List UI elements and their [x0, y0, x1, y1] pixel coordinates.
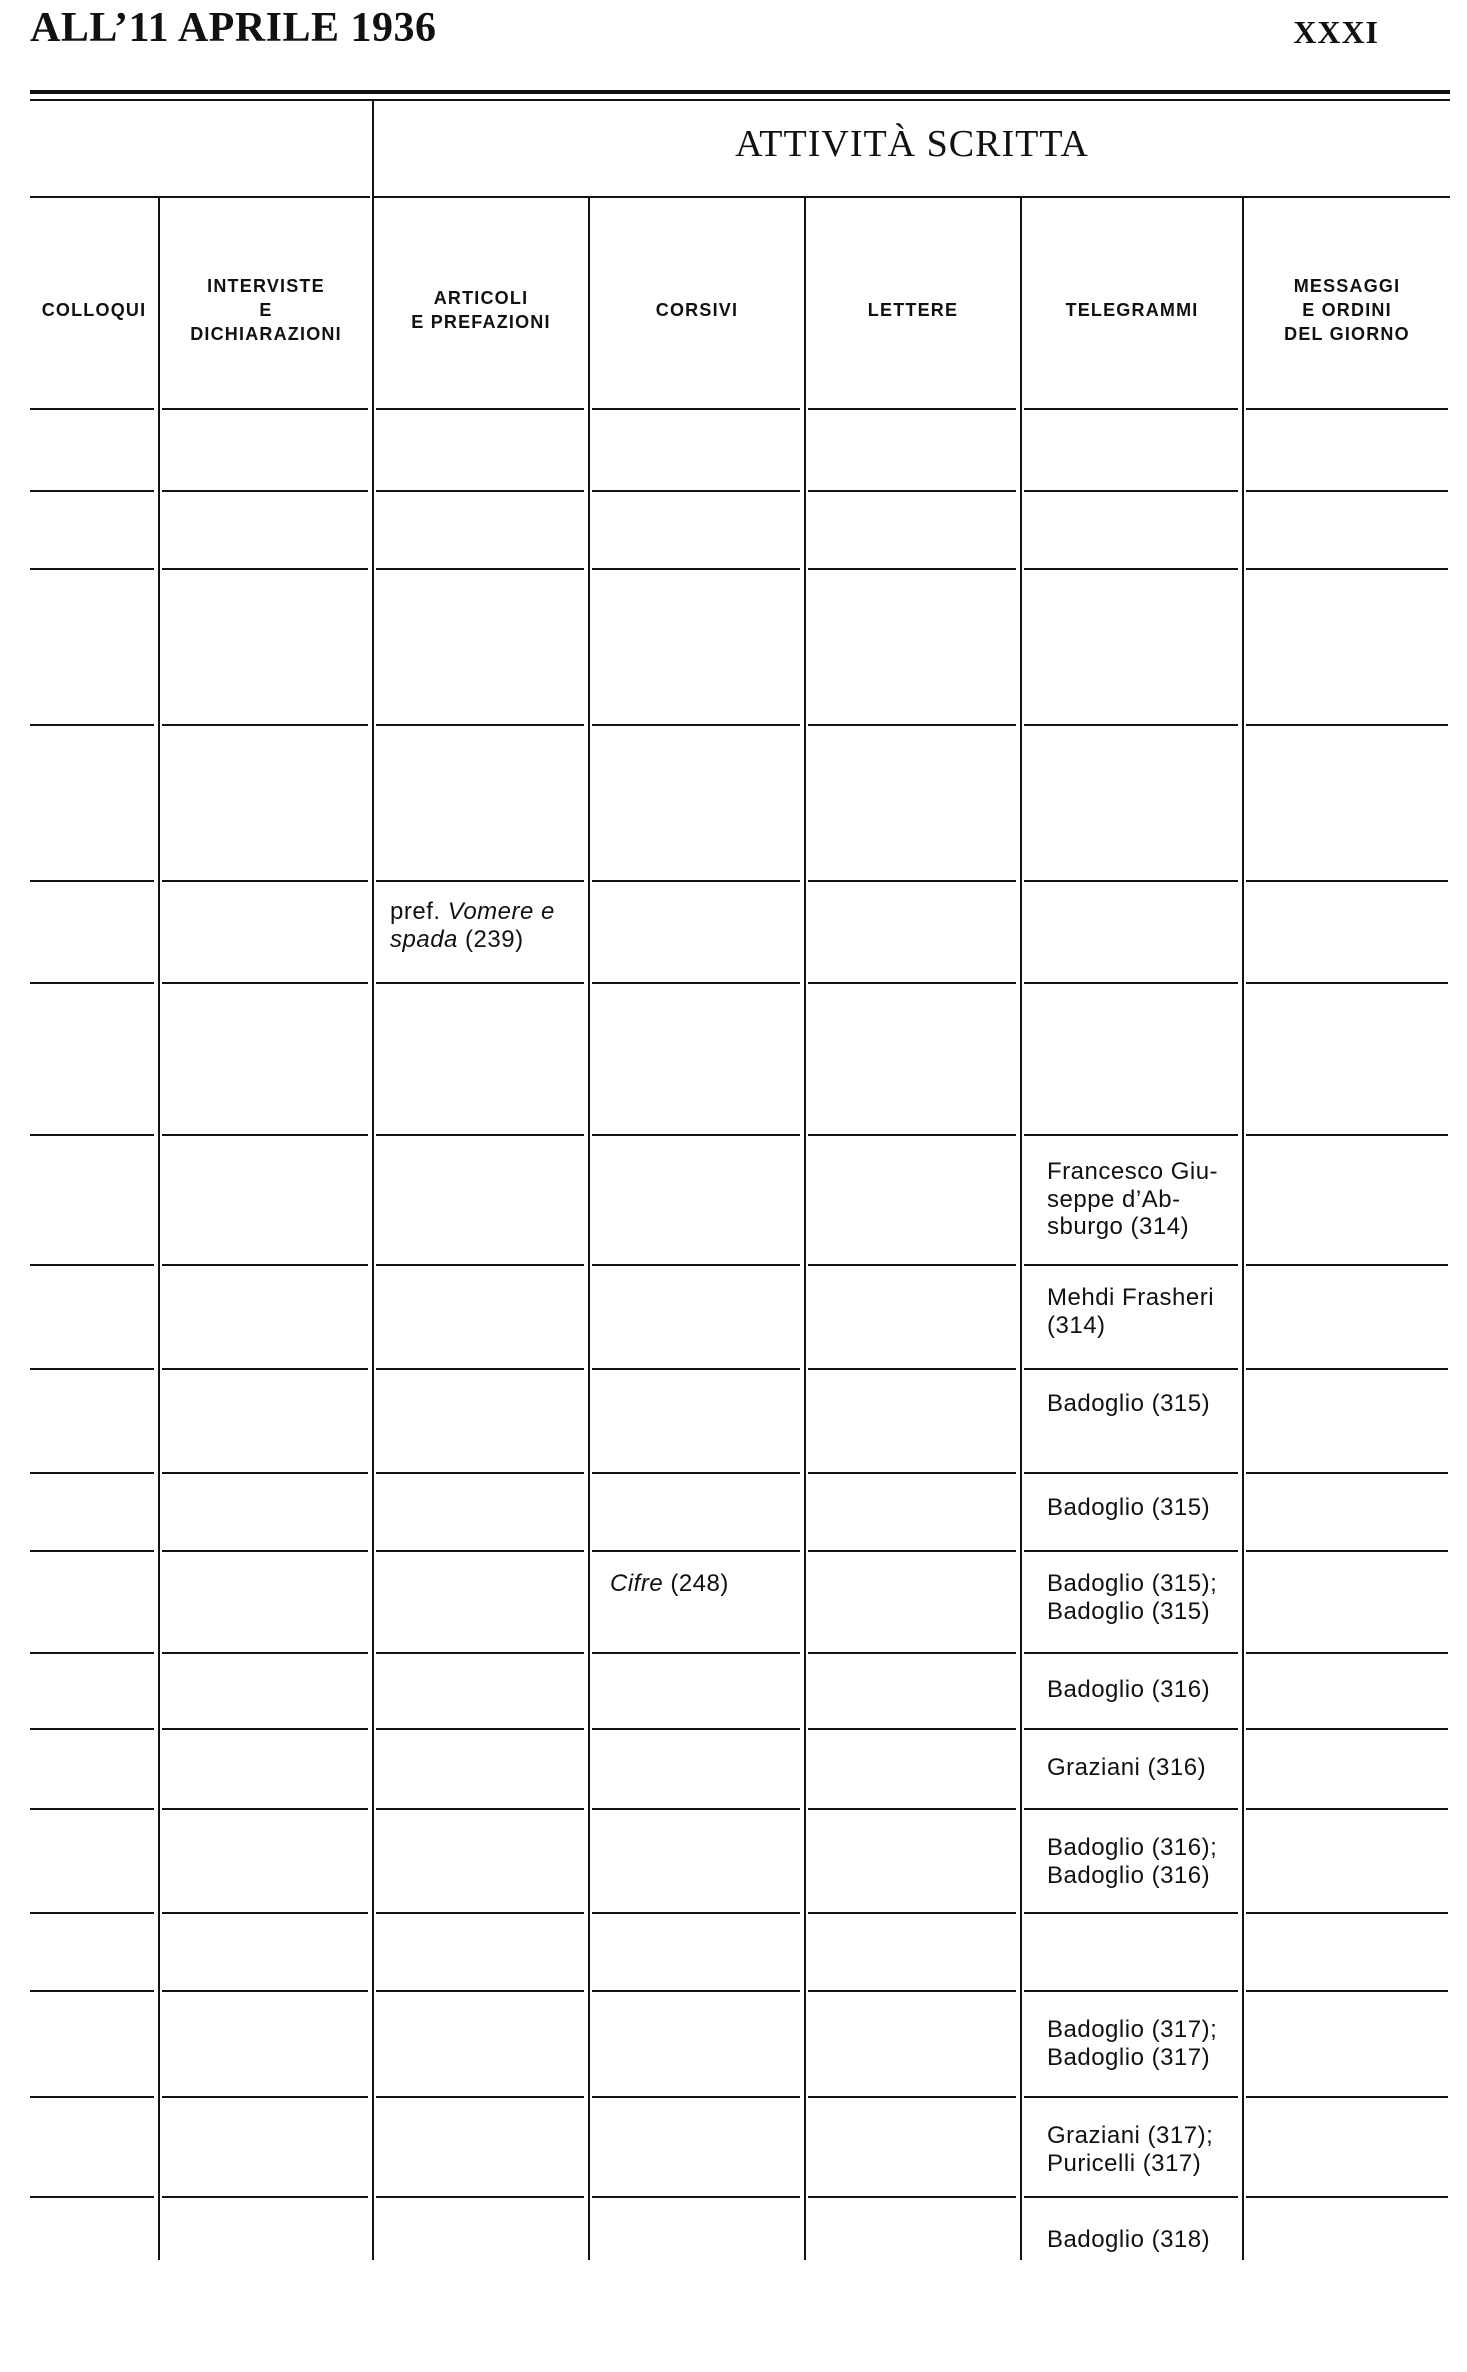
row-divider-segment: [808, 408, 1016, 410]
row-divider-segment: [808, 1808, 1016, 1810]
row-divider-segment: [30, 1134, 154, 1136]
row-divider-segment: [1246, 1134, 1448, 1136]
row-divider-segment: [592, 1134, 800, 1136]
column-header-messaggi: MESSAGGI E ORDINI DEL GIORNO: [1284, 275, 1410, 345]
telegram-entry: Badoglio (316); Badoglio (316): [1047, 1834, 1218, 1889]
row-divider-segment: [30, 568, 154, 570]
row-divider-segment: [1246, 982, 1448, 984]
row-divider-segment: [1246, 490, 1448, 492]
row-divider-segment: [808, 1368, 1016, 1370]
row-divider-segment: [162, 1472, 368, 1474]
page-number: XXXI: [1293, 14, 1379, 50]
row-divider-segment: [1024, 2196, 1238, 2198]
telegram-entry: Badoglio (317); Badoglio (317): [1047, 2016, 1218, 2071]
column-header-articoli: ARTICOLI E PREFAZIONI: [411, 287, 551, 332]
row-divider-segment: [162, 2196, 368, 2198]
row-divider-segment: [592, 1550, 800, 1552]
row-divider-segment: [376, 2196, 584, 2198]
row-divider-segment: [592, 1912, 800, 1914]
row-divider-segment: [376, 490, 584, 492]
row-divider-segment: [1246, 1912, 1448, 1914]
row-divider-segment: [30, 1652, 154, 1654]
row-divider-segment: [376, 1264, 584, 1266]
row-divider-segment: [30, 1728, 154, 1730]
row-divider-segment: [30, 1472, 154, 1474]
row-divider-segment: [1024, 1550, 1238, 1552]
row-divider-segment: [376, 880, 584, 882]
row-divider-segment: [808, 1134, 1016, 1136]
column-divider-5: [1020, 196, 1022, 2260]
row-divider-segment: [808, 1990, 1016, 1992]
row-divider-segment: [1246, 1990, 1448, 1992]
row-divider-segment: [1246, 1550, 1448, 1552]
row-divider-segment: [1246, 1808, 1448, 1810]
row-divider-segment: [376, 724, 584, 726]
cell-corsivi-cifre: Cifre (248): [610, 1570, 729, 1597]
row-divider-segment: [808, 1652, 1016, 1654]
row-divider-segment: [376, 1134, 584, 1136]
row-divider-segment: [162, 2096, 368, 2098]
top-rule-thin: [30, 99, 1450, 101]
row-divider-segment: [592, 2096, 800, 2098]
row-divider-segment: [30, 1550, 154, 1552]
row-divider-segment: [808, 724, 1016, 726]
row-divider-segment: [162, 408, 368, 410]
row-divider-segment: [376, 1368, 584, 1370]
row-divider-segment: [1246, 724, 1448, 726]
telegram-entry: Badoglio (315): [1047, 1390, 1211, 1417]
row-divider-segment: [162, 880, 368, 882]
row-divider-segment: [162, 1808, 368, 1810]
row-divider-segment: [1246, 1368, 1448, 1370]
row-divider-segment: [376, 1550, 584, 1552]
running-title: ALL’11 APRILE 1936: [30, 5, 437, 51]
row-divider-segment: [30, 1368, 154, 1370]
row-divider-segment: [162, 724, 368, 726]
telegram-entry: Badoglio (315); Badoglio (315): [1047, 1570, 1218, 1625]
column-header-colloqui: COLLOQUI: [41, 299, 147, 320]
row-divider-segment: [592, 1990, 800, 1992]
row-divider-segment: [592, 982, 800, 984]
left-header-line: [30, 196, 370, 198]
row-divider-segment: [376, 1652, 584, 1654]
row-divider-segment: [1024, 1912, 1238, 1914]
column-header-interviste: INTERVISTE E DICHIARAZIONI: [190, 275, 342, 345]
row-divider-segment: [376, 408, 584, 410]
telegram-entry: Graziani (317); Puricelli (317): [1047, 2122, 1214, 2177]
row-divider-segment: [376, 1472, 584, 1474]
row-divider-segment: [376, 1728, 584, 1730]
row-divider-segment: [1024, 982, 1238, 984]
row-divider-segment: [376, 2096, 584, 2098]
row-divider-segment: [1246, 2096, 1448, 2098]
row-divider-segment: [1024, 1728, 1238, 1730]
row-divider-segment: [808, 490, 1016, 492]
row-divider-segment: [1024, 490, 1238, 492]
row-divider-segment: [808, 1912, 1016, 1914]
row-divider-segment: [1246, 1728, 1448, 1730]
row-divider-segment: [1246, 408, 1448, 410]
row-divider-segment: [808, 2096, 1016, 2098]
telegram-entry: Badoglio (318): [1047, 2226, 1211, 2253]
row-divider-segment: [808, 568, 1016, 570]
row-divider-segment: [1246, 568, 1448, 570]
row-divider-segment: [376, 1912, 584, 1914]
row-divider-segment: [1024, 1808, 1238, 1810]
row-divider-segment: [808, 2196, 1016, 2198]
row-divider-segment: [162, 568, 368, 570]
telegram-entry: Badoglio (316): [1047, 1676, 1211, 1703]
row-divider-segment: [808, 982, 1016, 984]
row-divider-segment: [592, 1808, 800, 1810]
row-divider-segment: [162, 1728, 368, 1730]
row-divider-segment: [1024, 1990, 1238, 1992]
row-divider-segment: [592, 1472, 800, 1474]
row-divider-segment: [1024, 408, 1238, 410]
telegram-entry: Badoglio (315): [1047, 1494, 1211, 1521]
group-title: ATTIVITÀ SCRITTA: [735, 123, 1089, 165]
row-divider-segment: [30, 1990, 154, 1992]
row-divider-segment: [592, 724, 800, 726]
row-divider-segment: [1024, 724, 1238, 726]
column-divider-1: [158, 196, 160, 2260]
row-divider-segment: [1024, 1652, 1238, 1654]
row-divider-segment: [808, 1550, 1016, 1552]
row-divider-segment: [1024, 880, 1238, 882]
column-divider-3: [588, 196, 590, 2260]
row-divider-segment: [592, 2196, 800, 2198]
column-header-corsivi: CORSIVI: [655, 299, 739, 320]
row-divider-segment: [162, 1912, 368, 1914]
row-divider-segment: [162, 1652, 368, 1654]
row-divider-segment: [592, 490, 800, 492]
row-divider-segment: [592, 1368, 800, 1370]
telegram-entry: Mehdi Frasheri (314): [1047, 1284, 1215, 1339]
row-divider-segment: [30, 2196, 154, 2198]
row-divider-segment: [162, 1990, 368, 1992]
row-divider-segment: [30, 1264, 154, 1266]
row-divider-segment: [1024, 1472, 1238, 1474]
row-divider-segment: [808, 1472, 1016, 1474]
row-divider-segment: [162, 1134, 368, 1136]
row-divider-segment: [592, 880, 800, 882]
row-divider-segment: [162, 1368, 368, 1370]
row-divider-segment: [1024, 2096, 1238, 2098]
telegram-entry: Graziani (316): [1047, 1754, 1207, 1781]
row-divider-segment: [162, 1550, 368, 1552]
row-divider-segment: [1246, 2196, 1448, 2198]
row-divider-segment: [376, 982, 584, 984]
row-divider-segment: [592, 1264, 800, 1266]
row-divider-segment: [162, 982, 368, 984]
row-divider-segment: [30, 982, 154, 984]
column-divider-2: [372, 100, 374, 2260]
column-divider-6: [1242, 196, 1244, 2260]
row-divider-segment: [162, 1264, 368, 1266]
row-divider-segment: [1024, 1134, 1238, 1136]
row-divider-segment: [1246, 880, 1448, 882]
row-divider-segment: [1024, 1264, 1238, 1266]
column-header-telegrammi: TELEGRAMMI: [1065, 299, 1199, 320]
group-title-underline: [374, 196, 1450, 198]
row-divider-segment: [376, 568, 584, 570]
row-divider-segment: [30, 724, 154, 726]
row-divider-segment: [1246, 1472, 1448, 1474]
row-divider-segment: [1246, 1264, 1448, 1266]
row-divider-segment: [376, 1990, 584, 1992]
row-divider-segment: [592, 1728, 800, 1730]
row-divider-segment: [808, 1264, 1016, 1266]
column-header-lettere: LETTERE: [867, 299, 959, 320]
top-rule-thick: [30, 90, 1450, 94]
telegram-entry: Francesco Giu- seppe d’Ab- sburgo (314): [1047, 1158, 1219, 1241]
row-divider-segment: [30, 1912, 154, 1914]
row-divider-segment: [162, 490, 368, 492]
row-divider-segment: [592, 568, 800, 570]
column-divider-4: [804, 196, 806, 2260]
row-divider-segment: [30, 408, 154, 410]
row-divider-segment: [30, 490, 154, 492]
row-divider-segment: [1246, 1652, 1448, 1654]
row-divider-segment: [30, 880, 154, 882]
row-divider-segment: [808, 880, 1016, 882]
row-divider-segment: [1024, 1368, 1238, 1370]
row-divider-segment: [30, 1808, 154, 1810]
row-divider-segment: [30, 2096, 154, 2098]
row-divider-segment: [808, 1728, 1016, 1730]
row-divider-segment: [376, 1808, 584, 1810]
row-divider-segment: [592, 408, 800, 410]
row-divider-segment: [1024, 568, 1238, 570]
row-divider-segment: [592, 1652, 800, 1654]
cell-articoli-vomere-e-spada: pref. Vomere e spada (239): [390, 898, 555, 953]
